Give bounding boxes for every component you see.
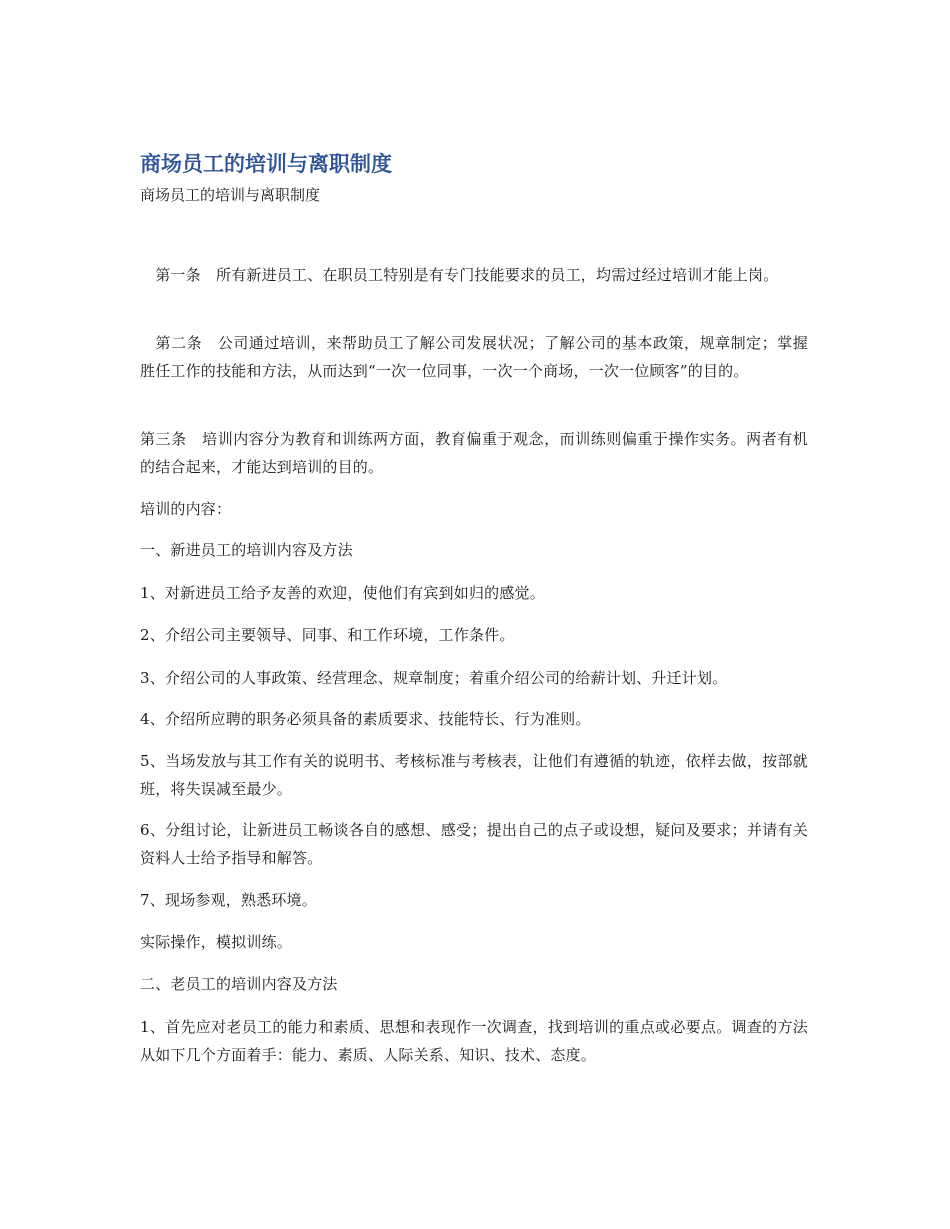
list-item: 3、介绍公司的人事政策、经营理念、规章制度；着重介绍公司的给薪计划、升迁计划。 bbox=[140, 669, 728, 687]
paragraph-article-2: 第二条 公司通过培训，来帮助员工了解公司发展状况；了解公司的基本政策，规章制定；掌握胜任工作的技能和方法，从而达到“一次一位同事，一次一个商场，一次一位顾客”的目的。 bbox=[140, 334, 808, 380]
paragraph-article-3: 第三条 培训内容分为教育和训练两方面，教育偏重于观念，而训练则偏重于操作实务。两者有机的结合起来，才能达到培训的目的。 bbox=[140, 430, 808, 476]
section-heading-new-staff: 一、新进员工的培训内容及方法 bbox=[140, 541, 353, 559]
list-item: 4、介绍所应聘的职务必须具备的素质要求、技能特长、行为准则。 bbox=[140, 710, 591, 728]
list-item: 7、现场参观，熟悉环境。 bbox=[140, 891, 317, 909]
list-item: 1、对新进员工给予友善的欢迎，使他们有宾到如归的感觉。 bbox=[140, 584, 545, 602]
document-title: 商场员工的培训与离职制度 bbox=[140, 152, 392, 176]
paragraph-training-content: 培训的内容： bbox=[140, 500, 232, 518]
paragraph-practice: 实际操作，模拟训练。 bbox=[140, 933, 293, 951]
paragraph-article-1: 第一条 所有新进员工、在职员工特别是有专门技能要求的员工，均需过经过培训才能上岗。 bbox=[140, 266, 779, 284]
list-item: 6、分组讨论，让新进员工畅谈各自的感想、感受；提出自己的点子或设想，疑问及要求；并请有关资料人士给予指导和解答。 bbox=[140, 821, 808, 867]
list-item: 2、介绍公司主要领导、同事、和工作环境，工作条件。 bbox=[140, 626, 515, 644]
document-subtitle: 商场员工的培训与离职制度 bbox=[140, 186, 321, 204]
list-item: 1、首先应对老员工的能力和素质、思想和表现作一次调查，找到培训的重点或必要点。调查的方法从如下几个方面着手：能力、素质、人际关系、知识、技术、态度。 bbox=[140, 1018, 808, 1064]
section-heading-senior-staff: 二、老员工的培训内容及方法 bbox=[140, 975, 338, 993]
list-item: 5、当场发放与其工作有关的说明书、考核标准与考核表，让他们有遵循的轨迹，依样去做，按部就班，将失误减至最少。 bbox=[140, 752, 808, 798]
